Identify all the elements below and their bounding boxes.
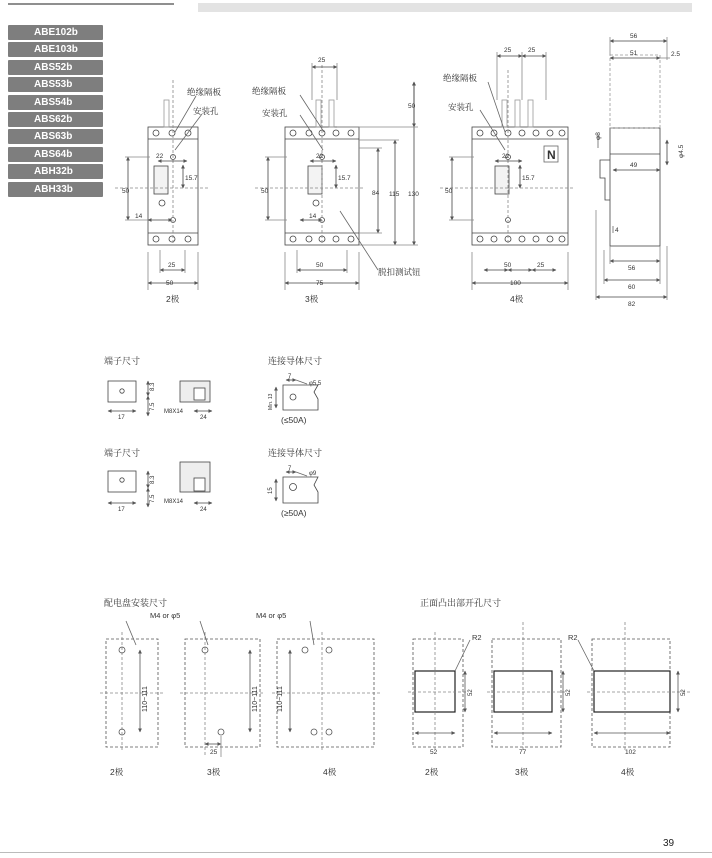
panel-span-3p: 110~111 [252,686,259,712]
dim-4: 4 [615,227,619,234]
panel-label-4p: 4极 [323,767,337,777]
cutout-title: 正面凸出部开孔尺寸 [420,598,502,608]
conductor-7-1: 7 [288,374,292,380]
terminal-screw-2: M8X14 [164,499,184,505]
terminal-83-1: 8.3 [150,382,156,391]
mount-hole-label-2p: 安装孔 [193,106,219,116]
terminal-17-1: 17 [118,415,125,421]
breaker-4pole-outline [440,52,575,290]
dim-pitch-4p-b: 25 [537,262,545,269]
model-tag: ABS53b [8,77,103,92]
panel-label-2p: 2极 [110,767,124,777]
conductor-15: 15 [268,487,274,494]
model-tag: ABS63b [8,129,103,144]
conductor-7-2: 7 [288,466,292,472]
conductor-min-1: Min. 13 [268,393,274,410]
terminal-24-2: 24 [200,507,207,513]
dim-25a-4p: 25 [504,47,512,54]
model-tag: ABE102b [8,25,103,40]
terminal-drawing-1 [108,381,212,416]
model-tag: ABH33b [8,182,103,197]
model-tag: ABS54b [8,95,103,110]
dim-14-2p: 14 [135,213,143,220]
dim-14-3p: 14 [309,213,317,220]
panel-span-4p: 110~111 [277,686,284,712]
trip-test-label: 脱扣测试钮 [378,267,421,277]
conductor-rating-large: (≥50A) [281,508,307,518]
cutout-h-2p: 52 [468,689,474,696]
cutout-w-2p: 52 [430,749,438,756]
cutout-label-2p: 2极 [425,767,439,777]
panel-label-3p: 3极 [207,767,221,777]
mount-hole-label-3p: 安装孔 [262,108,288,118]
panel-title: 配电盘安装尺寸 [104,598,168,608]
barrier-label-3p: 绝缘隔板 [252,86,287,96]
terminal-24-1: 24 [200,415,207,421]
cutout-label-4p: 4极 [621,767,635,777]
dim-pitch-4p-a: 50 [504,262,512,269]
dim-width-4p: 100 [510,280,521,287]
mount-hole-label-4p: 安装孔 [448,102,474,112]
dim-115-3p: 115 [389,191,400,198]
panel-d25: 25 [210,749,218,756]
dim-pitch-3p: 50 [316,262,324,269]
panel-screw-label-1: M4 or φ5 [150,611,181,620]
conductor-title-2: 连接导体尺寸 [268,448,323,458]
pole-label-4p: 4极 [510,294,524,304]
terminal-title-2: 端子尺寸 [104,448,141,458]
terminal-drawing-2 [108,462,212,507]
terminal-83-2: 8.3 [150,475,156,484]
dim-50-3p: 50 [261,188,269,195]
cutout-h-4p: 52 [681,689,687,696]
cutout-h-3p: 52 [566,689,572,696]
logo-mark: N [547,148,556,162]
dim-50-4p: 50 [445,188,453,195]
model-tag: ABS64b [8,147,103,162]
model-tag: ABS52b [8,60,103,75]
dim-130-3p: 130 [408,191,419,198]
dim-84-3p: 84 [372,190,380,197]
model-tag: ABS62b [8,112,103,127]
conductor-title-1: 连接导体尺寸 [268,356,323,366]
dim-50-2p: 50 [122,188,130,195]
breaker-3pole-outline [255,63,418,290]
dim-25b-4p: 25 [528,47,536,54]
terminal-title-1: 端子尺寸 [104,356,141,366]
footer-rule [0,852,712,853]
terminal-75-2: 7.5 [150,494,156,503]
dim-phi45: φ4.5 [678,144,685,158]
cutout-w-3p: 77 [519,749,527,756]
pole-label-2p: 2极 [166,294,180,304]
barrier-label-4p: 绝缘隔板 [443,73,478,83]
conductor-rating-small: (≤50A) [281,415,307,425]
panel-span-2p: 110~111 [142,686,149,712]
dim-pitch-2p: 25 [168,262,176,269]
dim-25-3p: 25 [318,57,326,64]
dim-157-2p: 15.7 [185,175,198,182]
dim-60: 60 [628,284,636,291]
barrier-label-2p: 绝缘隔板 [187,87,222,97]
terminal-screw-1: M8X14 [164,409,184,415]
dim-82: 82 [628,301,636,308]
dim-width-2p: 50 [166,280,174,287]
cutout-w-4p: 102 [625,749,636,756]
panel-screw-label-2: M4 or φ5 [256,611,287,620]
dim-56-top: 56 [630,33,638,40]
conductor-hole-2: φ9 [309,471,317,477]
dim-49: 49 [630,162,638,169]
model-tag: ABH32b [8,164,103,179]
dim-22-3p: 22 [316,153,324,160]
pole-label-3p: 3极 [305,294,319,304]
dim-22-2p: 22 [156,153,164,160]
conductor-hole-1: φ5.5 [309,381,322,387]
dim-50v-3p: 50 [408,103,416,110]
dim-157-4p: 15.7 [522,175,535,182]
dim-22-4p: 22 [502,153,510,160]
terminal-75-1: 7.5 [150,402,156,411]
page-number: 39 [663,838,675,849]
model-tag: ABE103b [8,42,103,57]
dim-width-3p: 75 [316,280,324,287]
cutout-label-3p: 3极 [515,767,529,777]
dim-157-3p: 15.7 [338,175,351,182]
cutout-r2-b: R2 [568,633,578,642]
dim-51: 51 [630,50,638,57]
terminal-17-2: 17 [118,507,125,513]
dim-phi8: φ8 [595,132,602,140]
cutout-drawings [408,622,690,752]
cutout-r2-a: R2 [472,633,482,642]
dim-56-bottom: 56 [628,265,636,272]
dim-2-5: 2.5 [671,51,681,58]
